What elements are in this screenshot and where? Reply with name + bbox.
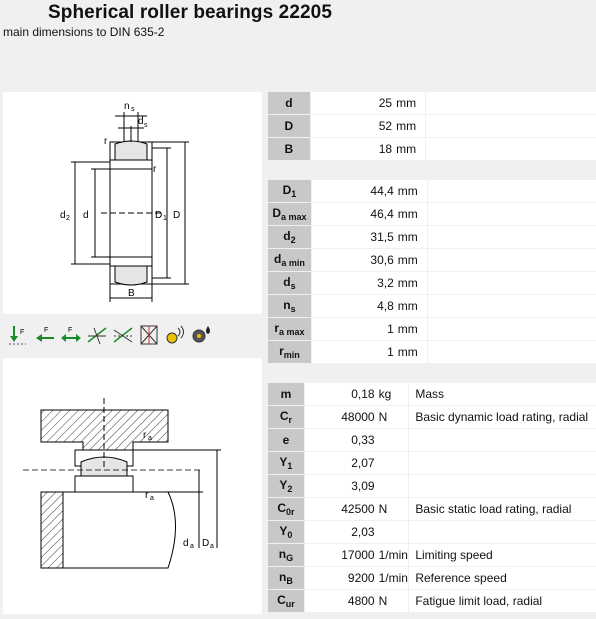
symbol-cell: $Y_1$ [268,452,305,475]
svg-text:d: d [83,210,89,221]
description-cell: Fatigue limit load, radial [408,590,596,613]
properties-table [268,383,596,613]
symbol-cell: $d_2$ [268,226,312,249]
unit-cell: N [375,590,409,613]
mounting-dimensions-drawing [3,358,262,614]
svg-text:a: a [148,435,152,442]
svg-text:d: d [138,116,144,127]
symbol-cell: $d_{a min}$ [268,249,312,272]
description-cell [427,272,596,295]
symbol-cell: $n_s$ [268,295,312,318]
svg-text:d: d [183,538,189,549]
svg-text:B: B [128,288,135,299]
description-cell [427,249,596,272]
misalignment-icon[interactable] [86,322,108,348]
table-row [268,544,596,567]
unit-cell: mm [394,226,427,249]
unit-cell: 1/min [375,567,409,590]
page-subtitle: main dimensions to DIN 635-2 [3,25,165,39]
svg-text:s: s [131,106,135,113]
axial-load-icon[interactable] [8,322,30,348]
svg-text:2: 2 [66,215,70,222]
value-cell: 3,09 [305,475,375,498]
table-row [268,475,596,498]
description-cell: Basic static load rating, radial [408,498,596,521]
description-cell: Mass [408,383,596,406]
table-row [268,272,596,295]
table-row [268,406,596,429]
symbol-cell: $Y_0$ [268,521,305,544]
table-row [268,429,596,452]
svg-text:F: F [68,327,73,334]
unit-cell: mm [392,115,425,138]
svg-text:1: 1 [163,215,167,222]
value-cell: 2,07 [305,452,375,475]
symbol-cell: D [268,115,311,138]
description-cell [427,180,596,203]
radial-load-icon[interactable] [34,322,56,348]
unit-cell: mm [394,203,427,226]
unit-cell [375,521,409,544]
description-cell: Reference speed [408,567,596,590]
svg-text:D: D [155,210,163,221]
unit-cell: N [375,406,409,429]
value-cell: 0,18 [305,383,375,406]
value-cell: 4800 [305,590,375,613]
unit-cell: mm [394,272,427,295]
description-cell [408,475,596,498]
unit-cell: 1/min [375,544,409,567]
svg-text:F: F [20,329,25,336]
unit-cell: mm [392,92,425,115]
description-cell [425,138,596,161]
table-row [268,341,596,364]
table-row [268,249,596,272]
svg-text:d: d [60,210,66,221]
table-row [268,452,596,475]
symbol-cell: $r_{min}$ [268,341,312,364]
value-cell: 1 [312,318,394,341]
symbol-cell: $r_{a max}$ [268,318,312,341]
description-cell [427,295,596,318]
svg-text:a: a [210,543,214,550]
table-row [268,498,596,521]
table-row [268,92,596,115]
unit-cell [375,475,409,498]
svg-text:s: s [144,122,148,129]
unit-cell: mm [394,341,427,364]
symbol-cell: $n_B$ [268,567,305,590]
property-icon-strip [6,322,266,348]
svg-text:F: F [44,327,49,334]
table-row [268,180,596,203]
description-cell [427,341,596,364]
symbol-cell: e [268,429,305,452]
angular-misalignment-icon[interactable] [112,322,134,348]
symbol-cell: $Y_2$ [268,475,305,498]
symbol-cell: $C_r$ [268,406,305,429]
table-row [268,318,596,341]
symbol-cell: $d_s$ [268,272,312,295]
value-cell: 52 [311,115,392,138]
symbol-cell: $C_{0r}$ [268,498,305,521]
value-cell: 25 [311,92,392,115]
table-row [268,521,596,544]
value-cell: 18 [311,138,392,161]
description-cell [427,318,596,341]
table-row [268,115,596,138]
vibration-icon[interactable] [164,322,186,348]
unit-cell: N [375,498,409,521]
page-title: Spherical roller bearings 22205 [48,2,333,23]
description-cell [427,226,596,249]
description-cell [408,452,596,475]
symbol-cell: m [268,383,305,406]
lubrication-icon[interactable] [190,322,214,348]
svg-text:r: r [153,164,157,175]
value-cell: 48000 [305,406,375,429]
table-row [268,295,596,318]
value-cell: 4,8 [312,295,394,318]
unit-cell: mm [394,318,427,341]
value-cell: 42500 [305,498,375,521]
value-cell: 30,6 [312,249,394,272]
value-cell: 44,4 [312,180,394,203]
value-cell: 3,2 [312,272,394,295]
description-cell [427,203,596,226]
description-cell [408,521,596,544]
svg-text:D: D [173,210,181,221]
bearing-section-svg [3,92,262,314]
combined-load-icon[interactable] [60,322,82,348]
bearing-section-drawing [3,92,262,314]
svg-text:n: n [124,101,130,112]
unit-cell [375,452,409,475]
unit-cell: mm [392,138,425,161]
svg-text:r: r [143,430,147,441]
detail-dimensions-table [268,180,596,364]
unit-cell: mm [394,180,427,203]
description-cell [408,429,596,452]
description-cell [425,92,596,115]
value-cell: 31,5 [312,226,394,249]
main-dimensions-table [268,92,596,161]
value-cell: 46,4 [312,203,394,226]
description-cell: Basic dynamic load rating, radial [408,406,596,429]
symbol-cell: $D_{a max}$ [268,203,312,226]
svg-text:a: a [150,495,154,502]
value-cell: 9200 [305,567,375,590]
symbol-cell: $C_{ur}$ [268,590,305,613]
value-cell: 0,33 [305,429,375,452]
table-row [268,590,596,613]
unit-cell: mm [394,295,427,318]
symbol-cell: $n_G$ [268,544,305,567]
non-locating-bearing-icon[interactable] [138,322,160,348]
symbol-cell: B [268,138,311,161]
unit-cell [375,429,409,452]
description-cell: Limiting speed [408,544,596,567]
svg-text:a: a [190,543,194,550]
svg-text:D: D [202,538,210,549]
table-row [268,138,596,161]
unit-cell: kg [375,383,409,406]
svg-text:r: r [104,136,108,147]
table-row [268,383,596,406]
value-cell: 1 [312,341,394,364]
svg-text:r: r [145,490,149,501]
table-row [268,203,596,226]
unit-cell: mm [394,249,427,272]
table-row [268,567,596,590]
value-cell: 17000 [305,544,375,567]
symbol-cell: d [268,92,311,115]
value-cell: 2,03 [305,521,375,544]
mounting-section-svg [3,358,262,614]
table-row [268,226,596,249]
description-cell [425,115,596,138]
symbol-cell: $D_1$ [268,180,312,203]
